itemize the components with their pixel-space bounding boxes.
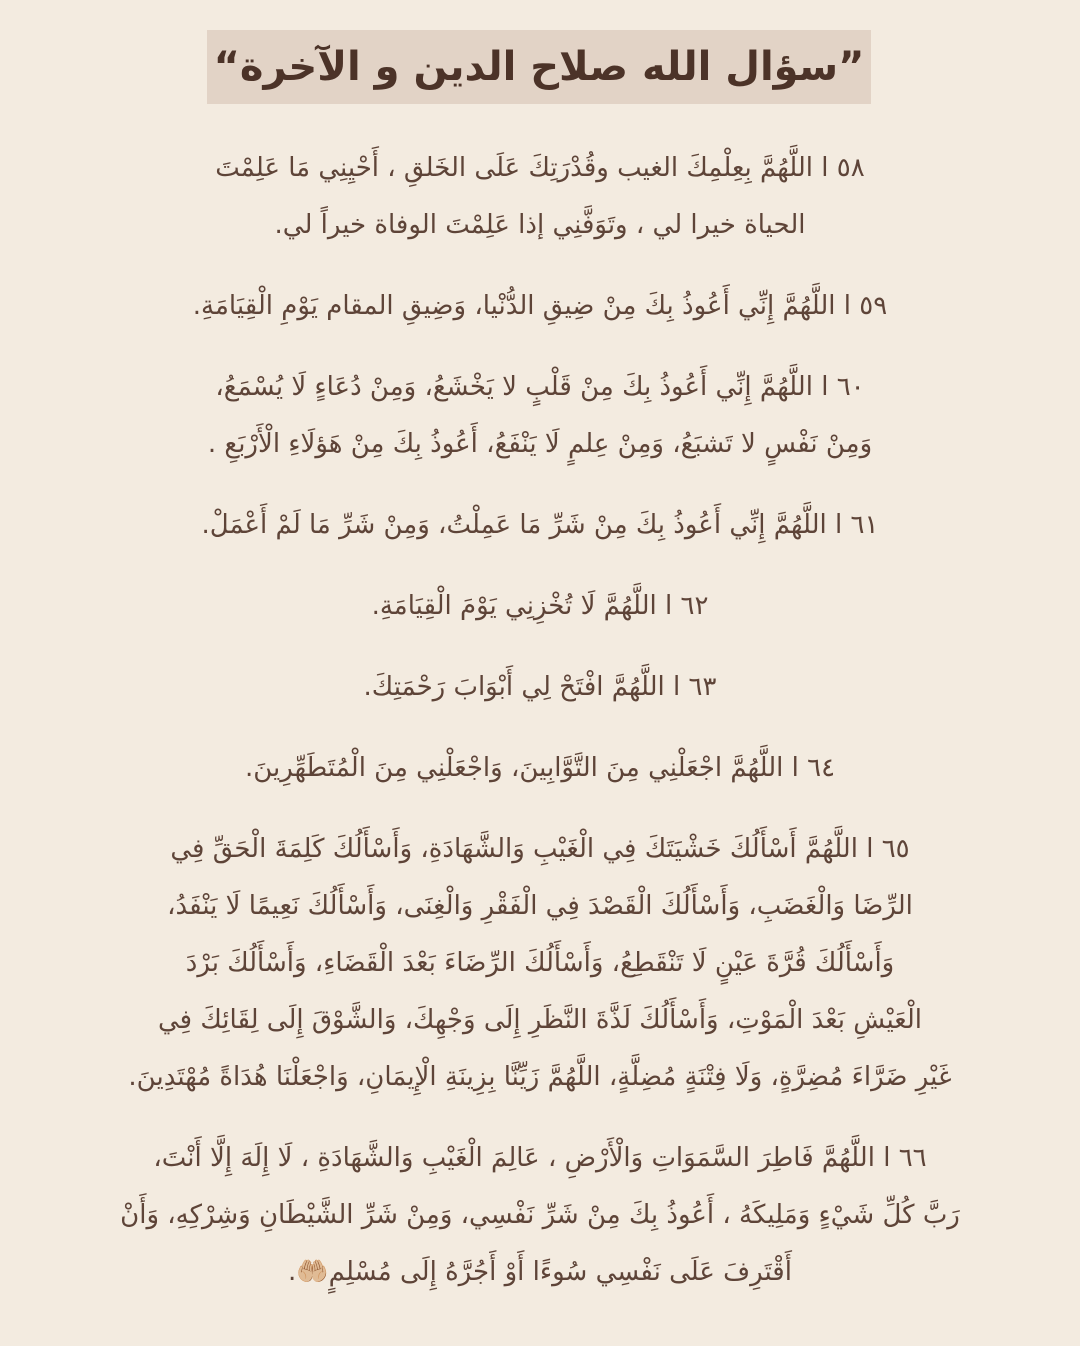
dua-63 [70, 659, 1010, 716]
title-banner [207, 30, 871, 104]
dua-line: الْعَيْشِ بَعْدَ الْمَوْتِ، وَأَسْأَلُكَ لَذَّةَ النَّظَرِ إِلَى وَجْهِكَ، وَالشَّوْقَ إِلَى لِقَائِكَ فِي [158, 1005, 922, 1035]
dua-line: ٦٥ ا اللَّهُمَّ أَسْأَلُكَ خَشْيَتَكَ فِي الْغَيْبِ وَالشَّهَادَةِ، وَأَسْأَلُكَ كَلِمَةَ الْحَقِّ فِي [170, 834, 910, 864]
dua-59 [70, 278, 1010, 335]
dua-61 [70, 497, 1010, 554]
dua-line: ٦٠ ا اللَّهُمَّ إِنِّي أَعُوذُ بِكَ مِنْ قَلْبٍ لا يَخْشَعُ، وَمِنْ دُعَاءٍ لَا يُسْمَعُ، [215, 372, 865, 402]
dua-60 [70, 359, 1010, 473]
dua-64 [70, 740, 1010, 797]
dua-62 [70, 578, 1010, 635]
dua-line: الحياة خيرا لي ، وتَوَفَّنِي إذا عَلِمْتَ الوفاة خيراً لي. [274, 210, 806, 240]
dua-line: غَيْرِ ضَرَّاءَ مُضِرَّةٍ، وَلَا فِتْنَةٍ مُضِلَّةٍ، اللَّهُمَّ زَيِّنَّا بِزِينَةِ الْإِيمَانِ، وَاجْعَلْنَا هُدَاةً مُهْتَدِينَ. [128, 1062, 952, 1092]
dua-line: ٦٦ ا اللَّهُمَّ فَاطِرَ السَّمَوَاتِ وَالْأَرْضِ ، عَالِمَ الْغَيْبِ وَالشَّهَادَةِ ، لَا إِلَهَ إِلَّا أَنْتَ، [153, 1143, 927, 1173]
dua-line: وَمِنْ نَفْسٍ لا تَشبَعُ، وَمِنْ عِلمٍ لَا يَنْفَعُ، أَعُوذُ بِكَ مِنْ هَؤلَاءِ الْأَرْبَعِ . [207, 429, 873, 459]
dua-line: الرِّضَا وَالْغَضَبِ، وَأَسْأَلُكَ الْقَصْدَ فِي الْفَقْرِ وَالْغِنَى، وَأَسْأَلُكَ نَعِيمًا لَا يَنْفَدُ، [167, 891, 913, 921]
dua-line: ٦١ ا اللَّهُمَّ إِنِّي أَعُوذُ بِكَ مِنْ شَرِّ مَا عَمِلْتُ، وَمِنْ شَرِّ مَا لَمْ أَعْمَلْ. [201, 510, 879, 540]
page-title: ”سؤال الله صلاح الدين و الآخرة“ [213, 44, 865, 90]
dua-list [70, 140, 1010, 1301]
dua-65 [70, 821, 1010, 1106]
dua-line: ٦٢ ا اللَّهُمَّ لَا تُخْزِنِي يَوْمَ الْقِيَامَةِ. [371, 591, 709, 621]
dua-line: ٥٩ ا اللَّهُمَّ إِنِّي أَعُوذُ بِكَ مِنْ ضِيقِ الدُّنْيا، وَضِيقِ المقام يَوْمِ الْقِيَامَةِ. [192, 291, 888, 321]
dua-line: وَأَسْأَلُكَ قُرَّةَ عَيْنٍ لَا تَنْقَطِعُ، وَأَسْأَلُكَ الرِّضَاءَ بَعْدَ الْقَضَاءِ، وَأَسْأَلُكَ بَرْدَ [185, 948, 895, 978]
dua-58 [70, 140, 1010, 254]
dua-line: أَقْتَرِفَ عَلَى نَفْسِي سُوءًا أَوْ أَجُرَّهُ إِلَى مُسْلِمٍ🤲🏼. [288, 1257, 792, 1287]
dua-line: ٦٤ ا اللَّهُمَّ اجْعَلْنِي مِنَ التَّوَّابِينَ، وَاجْعَلْنِي مِنَ الْمُتَطَهِّرِينَ. [244, 753, 836, 783]
dua-66 [70, 1130, 1010, 1301]
dua-line: ٦٣ ا اللَّهُمَّ افْتَحْ لِي أَبْوَابَ رَحْمَتِكَ. [363, 672, 717, 702]
dua-line: رَبَّ كُلِّ شَيْءٍ وَمَلِيكَهُ ، أَعُوذُ بِكَ مِنْ شَرِّ نَفْسِي، وَمِنْ شَرِّ الشَّيْطَانِ وَشِرْكِهِ، وَأَنْ [120, 1200, 960, 1230]
dua-line: ٥٨ ا اللَّهُمَّ بِعِلْمِكَ الغيب وقُدْرَتِكَ عَلَى الخَلقِ ، أَحْيِنِي مَا عَلِمْتَ [215, 153, 865, 183]
